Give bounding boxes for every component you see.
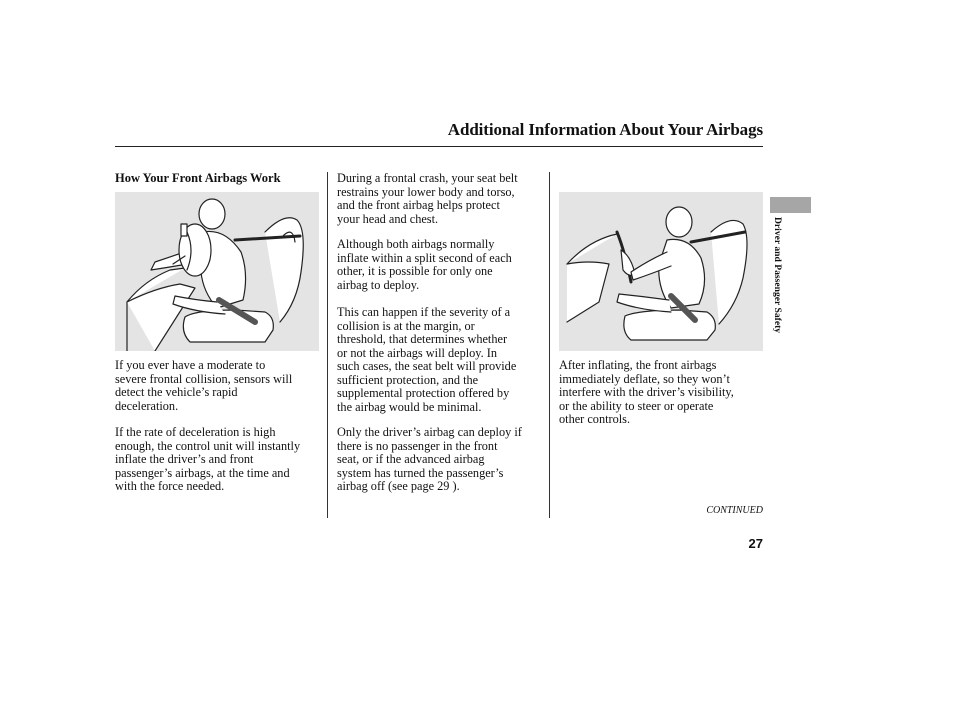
page-number: 27 <box>748 536 763 551</box>
column1-paragraph-2: If the rate of deceleration is high enough, the control unit will instantly inflate the driver’s and front passenger’s airbags, at the time and with the force needed. <box>115 425 301 493</box>
continued-label: CONTINUED <box>706 505 763 516</box>
title-rule <box>115 146 763 147</box>
airbag-inflated-illustration <box>115 192 319 351</box>
column2-paragraph-4: Only the driver’s airbag can deploy if there is no passenger in the front seat, or if the advanced airbag system has turned the passenger’s airbag off (see page 29 ). <box>337 425 522 493</box>
section-heading: How Your Front Airbags Work <box>115 171 281 185</box>
column3-paragraph-1: After inflating, the front airbags immediately deflate, so they won’t interfere with the driver’s visibility, or the ability to steer or operate other controls. <box>559 358 734 426</box>
column2-paragraph-3: This can happen if the severity of a collision is at the margin, or threshold, that determines whether or not the airbags will deploy. In such cases, the seat belt will provide sufficient protection, and the supplemental protection offered by the airbag would be minimal. <box>337 305 517 414</box>
column-divider-1 <box>327 172 328 518</box>
section-tab-marker <box>770 197 811 213</box>
page-title: Additional Information About Your Airbags <box>447 120 763 139</box>
column2-paragraph-1: During a frontal crash, your seat belt restrains your lower body and torso, and the front airbag helps protect your head and chest. <box>337 171 518 226</box>
airbag-deflated-illustration <box>559 192 763 351</box>
column2-paragraph-2: Although both airbags normally inflate within a split second of each other, it is possible for only one airbag to deploy. <box>337 237 512 292</box>
column-divider-2 <box>549 172 550 518</box>
side-section-label: Driver and Passenger Safety <box>772 217 783 334</box>
column1-paragraph-1: If you ever have a moderate to severe frontal collision, sensors will detect the vehicle’s rapid deceleration. <box>115 358 293 413</box>
